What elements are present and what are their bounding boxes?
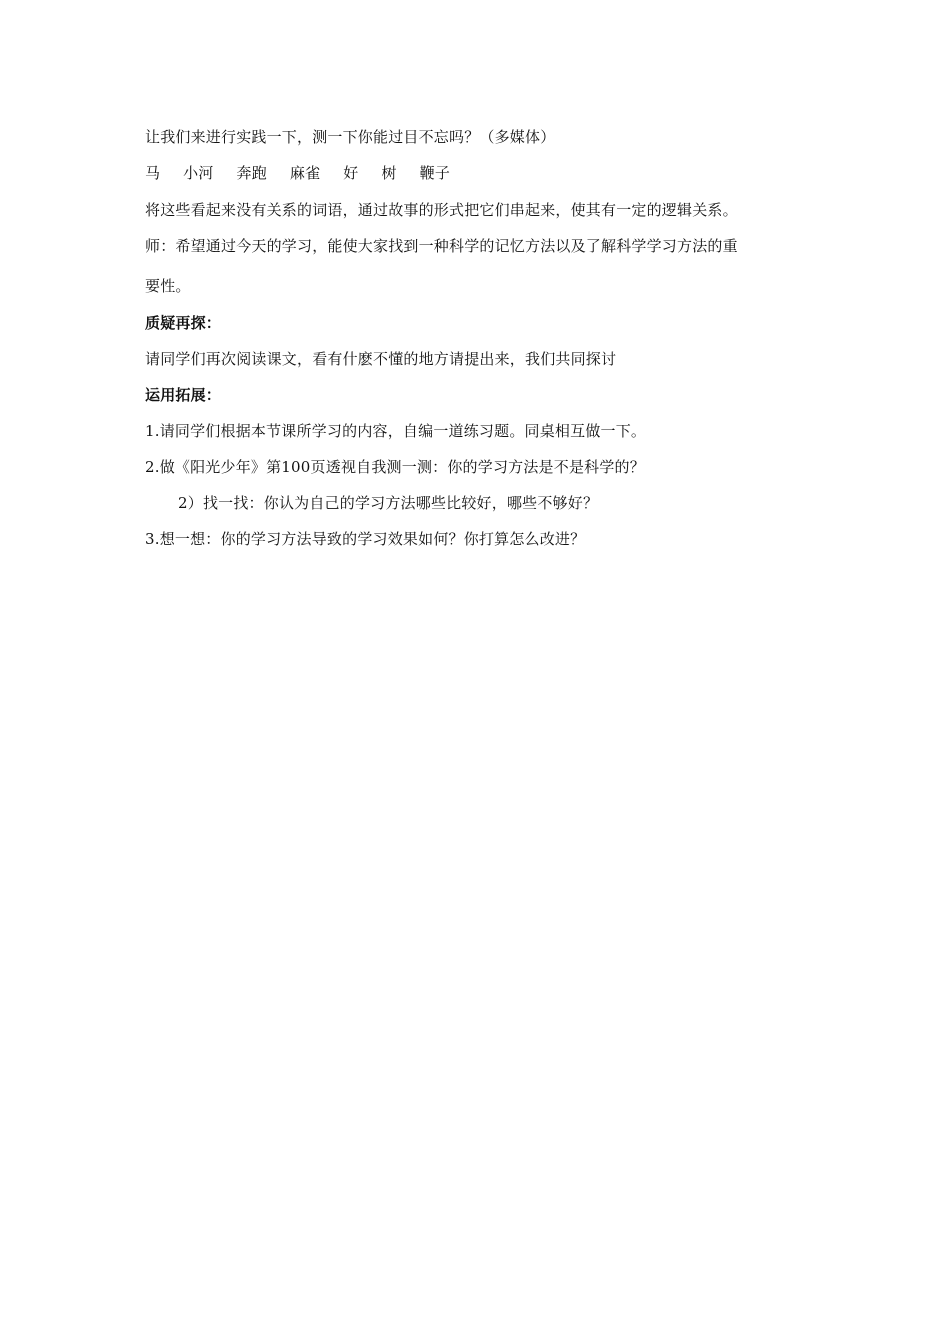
intro-text: 让我们来进行实践一下，测一下你能过目不忘吗？（多媒体） — [145, 128, 556, 146]
word-item: 树 — [381, 164, 397, 182]
word-item: 小河 — [183, 164, 214, 182]
list-item-2: 2.做《阳光少年》第100页透视自我测一测：你的学习方法是不是科学的？ — [145, 458, 645, 476]
heading-question: 质疑再探： — [145, 314, 222, 332]
teacher-text-line-2: 要性。 — [145, 277, 191, 295]
list-item-2-sub: 2）找一找：你认为自己的学习方法哪些比较好，哪些不够好？ — [178, 494, 599, 512]
question-text: 请同学们再次阅读课文，看有什麽不懂的地方请提出来，我们共同探讨 — [145, 350, 617, 368]
word-item: 奔跑 — [236, 164, 267, 182]
list-item-3: 3.想一想：你的学习方法导致的学习效果如何？你打算怎么改进？ — [145, 530, 586, 548]
teacher-text-line-1: 师：希望通过今天的学习，能使大家找到一种科学的记忆方法以及了解科学学习方法的重 — [145, 237, 738, 255]
list-item-1: 1.请同学们根据本节课所学习的内容，自编一道练习题。同桌相互做一下。 — [145, 422, 647, 440]
word-list — [145, 163, 450, 183]
heading-apply: 运用拓展： — [145, 386, 222, 404]
word-item: 好 — [343, 164, 359, 182]
word-item: 鞭子 — [419, 164, 451, 182]
instruction-text: 将这些看起来没有关系的词语，通过故事的形式把它们串起来，使其有一定的逻辑关系。 — [145, 201, 738, 219]
word-item: 麻雀 — [289, 164, 321, 182]
word-item: 马 — [145, 164, 161, 182]
